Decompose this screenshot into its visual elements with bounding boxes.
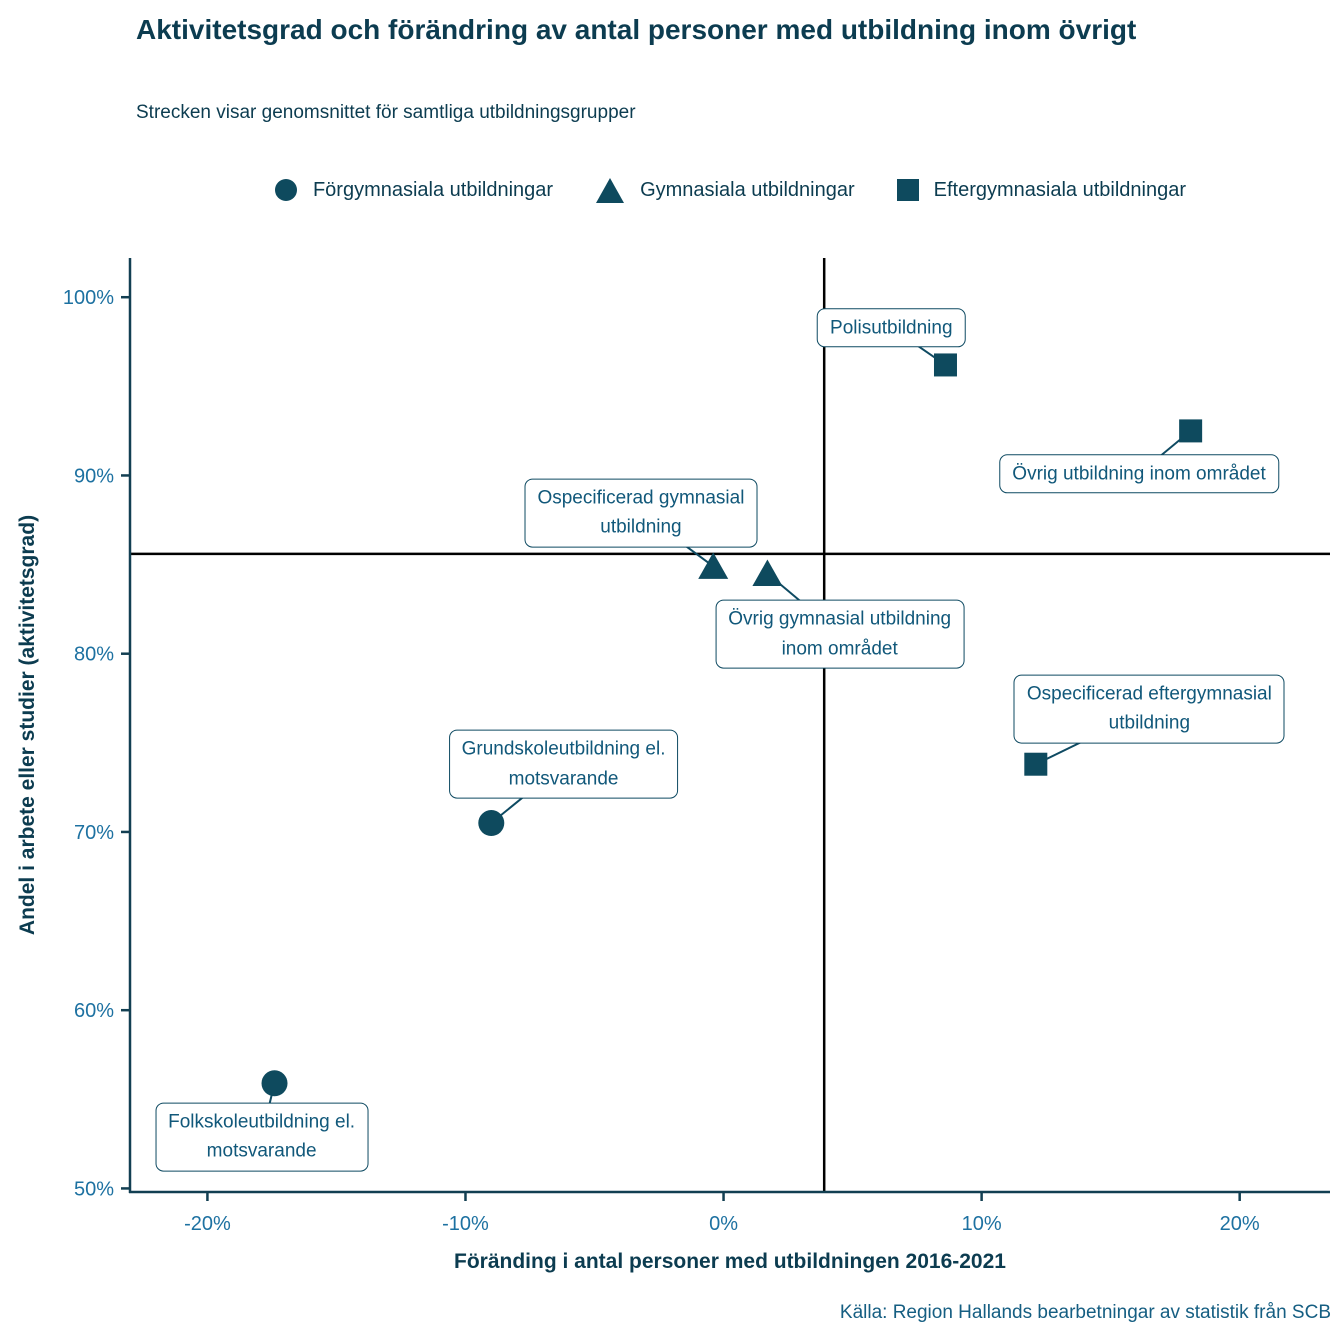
annotation-line: utbildning [1108,712,1191,734]
chart-subtitle: Strecken visar genomsnittet för samtliga utbildningsgrupper [136,102,636,123]
y-tick-label: 90% [73,465,114,488]
x-axis-title: Föränding i antal personer med utbildningen 2016-2021 [454,1250,1006,1273]
source-note: Källa: Region Hallands bearbetningar av statistik från SCB [839,1302,1331,1323]
data-point-marker [262,1070,288,1096]
annotation-connector [491,764,563,823]
y-tick-label: 70% [73,821,114,844]
x-tick-label: -20% [184,1213,231,1235]
y-axis-title: Andel i arbete eller studier (aktivitetsgrad) [16,514,39,936]
annotation-connector [1036,709,1150,764]
legend-label: Gymnasiala utbildningar [640,178,855,201]
chart-title: Aktivitetsgrad och förändring av antal personer med utbildning inom övrigt [136,14,1137,45]
annotation-line: Folkskoleutbildning el. [168,1111,356,1133]
legend-label: Eftergymnasiala utbildningar [933,178,1187,201]
data-point-marker [934,353,957,376]
data-point-marker [1179,419,1202,442]
y-tick-label: 100% [62,287,114,310]
annotation-line: motsvarande [508,768,619,790]
annotation-line: Ospecificerad gymnasial [537,487,745,509]
annotation-connector [641,513,713,566]
x-tick-label: 20% [1219,1213,1260,1235]
data-point-marker [698,552,728,579]
y-tick-label: 60% [73,1000,114,1023]
annotation-line: Polisutbildning [830,316,953,338]
annotation-line: Övrig utbildning inom området [1012,462,1266,484]
data-point-marker [752,559,782,586]
annotation-line: utbildning [600,516,682,538]
annotation-line: inom området [781,638,898,660]
y-tick-label: 80% [73,643,114,666]
x-tick-label: 10% [961,1213,1002,1235]
data-point-marker [1024,753,1047,776]
data-point-marker [478,810,504,836]
annotation-line: motsvarande [206,1140,317,1162]
annotation-line: Ospecificerad eftergymnasial [1026,683,1272,705]
annotation-line: Övrig gymnasial utbildning [728,608,952,630]
x-tick-label: -10% [442,1213,489,1235]
x-tick-label: 0% [709,1213,739,1235]
y-tick-label: 50% [73,1178,114,1201]
legend-label: Förgymnasiala utbildningar [312,178,554,201]
annotation-line: Grundskoleutbildning el. [461,738,666,760]
